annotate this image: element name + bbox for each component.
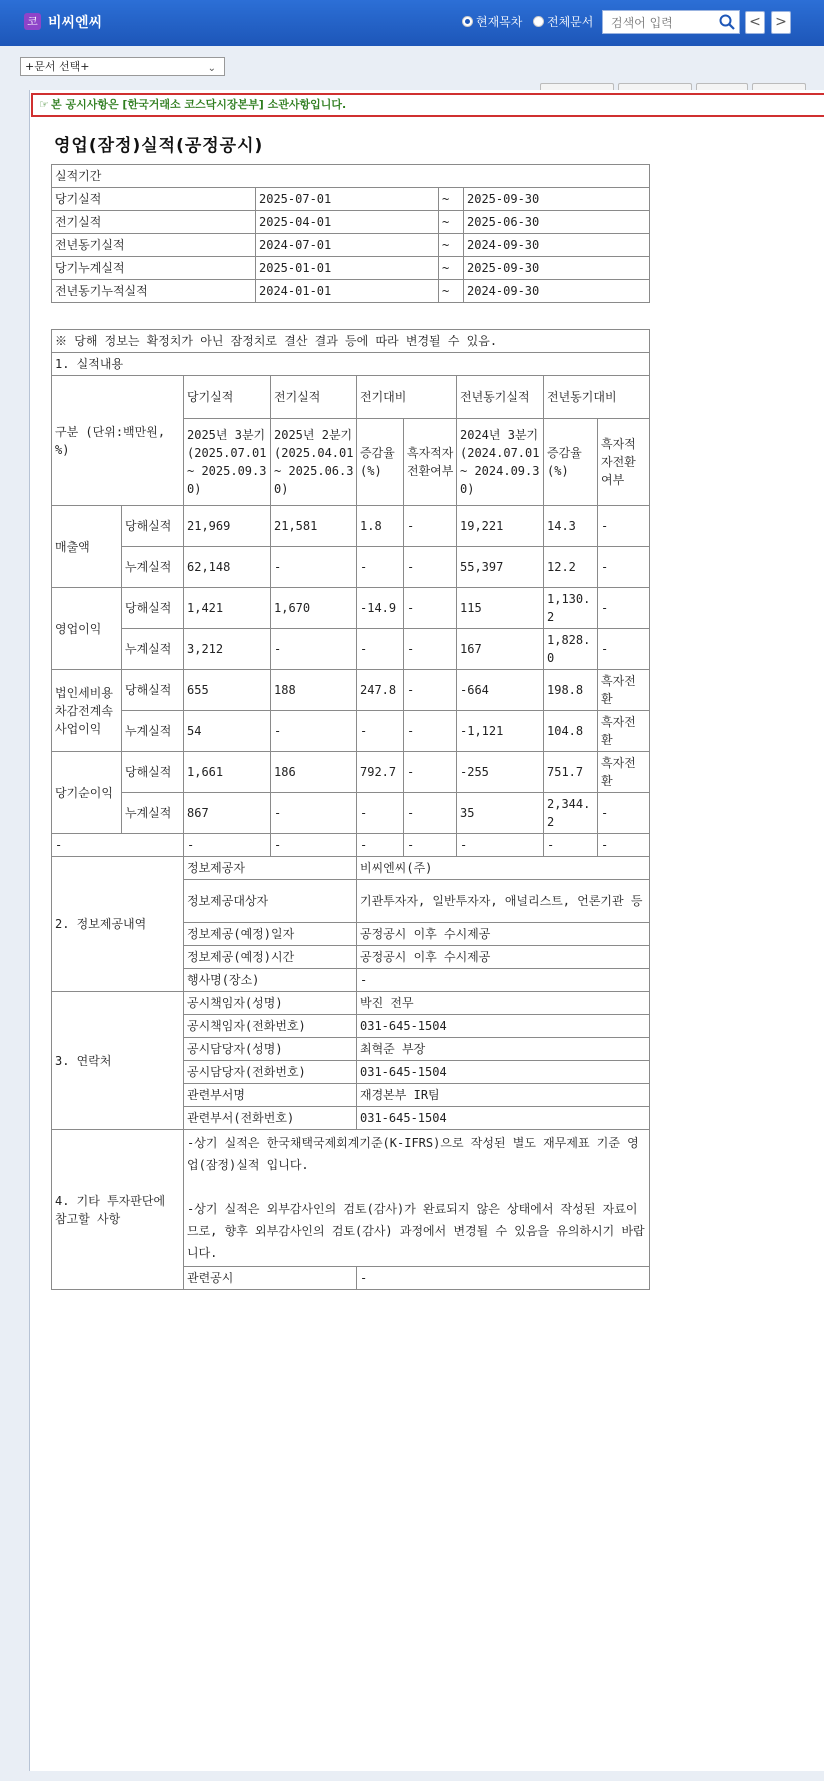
result-value: - [271, 711, 357, 752]
result-type: 당해실적 [122, 588, 184, 629]
result-value: 흑자전환 [598, 752, 650, 793]
result-value: 35 [457, 793, 544, 834]
period-from: 2024-07-01 [256, 234, 439, 257]
current-period-header: 2025년 3분기 (2025.07.01~ 2025.09.30) [184, 419, 271, 506]
table-row [52, 234, 650, 257]
contact-value: 박진 전무 [357, 992, 650, 1015]
table-row [52, 547, 650, 588]
table-row [52, 1130, 650, 1267]
result-value: - [598, 588, 650, 629]
result-value: 54 [184, 711, 271, 752]
info-value: 공정공시 이후 수시제공 [357, 923, 650, 946]
table-row [52, 188, 650, 211]
period-table [51, 164, 650, 303]
result-value: 655 [184, 670, 271, 711]
period-sep: ~ [439, 234, 464, 257]
dash-cell: - [52, 834, 184, 857]
radio-all-docs[interactable] [533, 13, 593, 30]
result-value: -255 [457, 752, 544, 793]
result-value: 1,421 [184, 588, 271, 629]
info-key: 정보제공자 [184, 857, 357, 880]
result-value: -1,121 [457, 711, 544, 752]
result-type: 누계실적 [122, 793, 184, 834]
contact-key: 관련부서(전화번호) [184, 1107, 357, 1130]
period-from: 2025-04-01 [256, 211, 439, 234]
other-note-2: -상기 실적은 외부감사인의 검토(감사)가 완료되지 않은 상태에서 작성된 자료이므로, 향후 외부감사인의 검토(감사) 과정에서 변경될 수 있음을 유의하시기 바랍니다. [187, 1202, 645, 1260]
dash-cell: - [598, 834, 650, 857]
period-label: 전년동기누적실적 [52, 280, 256, 303]
other-note-1: -상기 실적은 한국채택국제회계기준(K-IFRS)으로 작성된 별도 재무제표 기준 영업(잠정)실적 입니다. [187, 1136, 639, 1172]
rate-header-2: 증감율 (%) [544, 419, 598, 506]
radio-unselected-icon[interactable] [533, 16, 544, 27]
result-value: -664 [457, 670, 544, 711]
yoy-compare-header: 전년동기대비 [544, 376, 650, 419]
radio-current-label: 현재목차 [476, 15, 523, 29]
period-label: 전년동기실적 [52, 234, 256, 257]
related-disclosure-label: 관련공시 [184, 1267, 357, 1290]
yoy-header: 전년동기실적 [457, 376, 544, 419]
result-type: 당해실적 [122, 670, 184, 711]
result-value: 흑자전환 [598, 670, 650, 711]
info-key: 행사명(장소) [184, 969, 357, 992]
period-from: 2025-07-01 [256, 188, 439, 211]
section-3-label: 3. 연락처 [52, 992, 184, 1130]
yoy-period-header: 2024년 3분기 (2024.07.01~ 2024.09.30) [457, 419, 544, 506]
note-spacer [187, 1176, 647, 1198]
result-value: - [404, 588, 457, 629]
period-to: 2025-06-30 [464, 211, 650, 234]
radio-current-toc[interactable] [462, 13, 522, 30]
page-title: 영업(잠정)실적(공정공시) [54, 136, 264, 156]
result-value: - [357, 629, 404, 670]
notice-text: 본 공시사항은 [한국거래소 코스닥시장본부] 소관사항입니다. [51, 98, 347, 111]
chevron-down-icon: ⌄ [207, 63, 216, 74]
result-value: - [357, 547, 404, 588]
dash-cell: - [404, 834, 457, 857]
contact-value: 031-645-1504 [357, 1107, 650, 1130]
estimate-note: ※ 당해 정보는 확정치가 아닌 잠정치로 결산 결과 등에 따라 변경될 수 있음. [52, 330, 650, 353]
info-key: 정보제공(예정)시간 [184, 946, 357, 969]
table-row [52, 670, 650, 711]
result-value: - [404, 711, 457, 752]
result-value: 3,212 [184, 629, 271, 670]
period-header: 실적기간 [52, 165, 650, 188]
results-table [51, 329, 650, 1290]
period-sep: ~ [439, 188, 464, 211]
result-value: -14.9 [357, 588, 404, 629]
dash-cell: - [544, 834, 598, 857]
result-value: 55,397 [457, 547, 544, 588]
result-value: - [598, 547, 650, 588]
top-bar [0, 0, 824, 46]
result-value: - [357, 793, 404, 834]
results-body [52, 506, 650, 834]
period-to: 2025-09-30 [464, 257, 650, 280]
search-box [602, 10, 740, 34]
result-value: 188 [271, 670, 357, 711]
prev-button[interactable]: < [745, 11, 765, 34]
result-type: 누계실적 [122, 629, 184, 670]
result-value: 14.3 [544, 506, 598, 547]
table-row [52, 165, 650, 188]
prev-compare-header: 전기대비 [357, 376, 457, 419]
current-header: 당기실적 [184, 376, 271, 419]
turnaround-header: 흑자적자전환여부 [404, 419, 457, 506]
result-value: - [404, 752, 457, 793]
info-value: 기관투자자, 일반투자자, 애널리스트, 언론기관 등 [357, 880, 650, 923]
contact-value: 최혁준 부장 [357, 1038, 650, 1061]
item-name: 매출액 [52, 506, 122, 588]
other-notes [184, 1130, 650, 1267]
company-logo-icon: 코 [24, 13, 41, 30]
dash-cell: - [357, 834, 404, 857]
period-label: 당기누계실적 [52, 257, 256, 280]
result-value: 흑자전환 [598, 711, 650, 752]
table-row [52, 629, 650, 670]
contact-key: 공시담당자(성명) [184, 1038, 357, 1061]
radio-all-label: 전체문서 [547, 15, 594, 29]
dash-cell: - [457, 834, 544, 857]
result-value: 751.7 [544, 752, 598, 793]
result-value: 19,221 [457, 506, 544, 547]
document-select-value: +문서 선택+ [25, 60, 90, 73]
document-select[interactable] [20, 57, 225, 76]
period-sep: ~ [439, 257, 464, 280]
table-row [52, 711, 650, 752]
contact-value: 재경본부 IR팀 [357, 1084, 650, 1107]
result-value: 21,581 [271, 506, 357, 547]
result-value: 115 [457, 588, 544, 629]
table-row [52, 834, 650, 857]
result-value: 1,670 [271, 588, 357, 629]
result-type: 누계실적 [122, 711, 184, 752]
table-row [52, 211, 650, 234]
section-4-label: 4. 기타 투자판단에 참고할 사항 [52, 1130, 184, 1290]
radio-selected-icon[interactable] [462, 16, 473, 27]
table-row [52, 330, 650, 353]
table-row [52, 857, 650, 880]
result-value: 186 [271, 752, 357, 793]
result-value: - [598, 506, 650, 547]
result-value: - [404, 670, 457, 711]
table-row [52, 588, 650, 629]
item-name: 법인세비용차감전계속사업이익 [52, 670, 122, 752]
next-button[interactable]: > [771, 11, 791, 34]
period-from: 2025-01-01 [256, 257, 439, 280]
rate-header: 증감율 (%) [357, 419, 404, 506]
result-value: 1,828.0 [544, 629, 598, 670]
result-type: 당해실적 [122, 506, 184, 547]
item-name: 영업이익 [52, 588, 122, 670]
result-value: 1.8 [357, 506, 404, 547]
result-value: 1,661 [184, 752, 271, 793]
info-value: 공정공시 이후 수시제공 [357, 946, 650, 969]
period-sep: ~ [439, 211, 464, 234]
contact-value: 031-645-1504 [357, 1015, 650, 1038]
period-label: 당기실적 [52, 188, 256, 211]
period-label: 전기실적 [52, 211, 256, 234]
result-type: 당해실적 [122, 752, 184, 793]
result-value: 12.2 [544, 547, 598, 588]
result-value: - [598, 793, 650, 834]
contact-key: 공시책임자(성명) [184, 992, 357, 1015]
prev-header: 전기실적 [271, 376, 357, 419]
info-value: 비씨엔씨(주) [357, 857, 650, 880]
result-value: 2,344.2 [544, 793, 598, 834]
result-value: 104.8 [544, 711, 598, 752]
search-icon[interactable] [719, 14, 735, 30]
result-value: 167 [457, 629, 544, 670]
dash-cell: - [271, 834, 357, 857]
table-row [52, 280, 650, 303]
result-value: - [271, 793, 357, 834]
period-from: 2024-01-01 [256, 280, 439, 303]
turnaround-header-2: 흑자적자전환여부 [598, 419, 650, 506]
company-name: 비씨엔씨 [48, 15, 103, 31]
result-value: - [404, 547, 457, 588]
result-value: - [271, 629, 357, 670]
contact-key: 공시책임자(전화번호) [184, 1015, 357, 1038]
info-key: 정보제공대상자 [184, 880, 357, 923]
table-row [52, 506, 650, 547]
result-value: - [404, 793, 457, 834]
result-value: 867 [184, 793, 271, 834]
info-key: 정보제공(예정)일자 [184, 923, 357, 946]
related-disclosure-value: - [357, 1267, 650, 1290]
result-value: 247.8 [357, 670, 404, 711]
table-row [52, 353, 650, 376]
dash-cell: - [184, 834, 271, 857]
contact-value: 031-645-1504 [357, 1061, 650, 1084]
search-input[interactable] [609, 12, 717, 34]
section-2-label: 2. 정보제공내역 [52, 857, 184, 992]
result-value: - [271, 547, 357, 588]
result-value: 792.7 [357, 752, 404, 793]
table-row [52, 752, 650, 793]
result-value: - [404, 506, 457, 547]
result-value: 198.8 [544, 670, 598, 711]
result-value: 62,148 [184, 547, 271, 588]
item-name: 당기순이익 [52, 752, 122, 834]
table-row [52, 793, 650, 834]
unit-header: 구분 (단위:백만원, %) [52, 376, 184, 506]
contact-key: 공시담당자(전화번호) [184, 1061, 357, 1084]
period-to: 2024-09-30 [464, 234, 650, 257]
period-to: 2024-09-30 [464, 280, 650, 303]
notice-banner [31, 93, 824, 117]
section-1-label: 1. 실적내용 [52, 353, 650, 376]
result-value: 1,130.2 [544, 588, 598, 629]
result-value: - [357, 711, 404, 752]
period-sep: ~ [439, 280, 464, 303]
result-type: 누계실적 [122, 547, 184, 588]
info-value: - [357, 969, 650, 992]
contact-key: 관련부서명 [184, 1084, 357, 1107]
table-row [52, 992, 650, 1015]
table-row [52, 376, 650, 419]
result-value: 21,969 [184, 506, 271, 547]
prev-period-header: 2025년 2분기 (2025.04.01~ 2025.06.30) [271, 419, 357, 506]
table-row [52, 257, 650, 280]
result-value: - [598, 629, 650, 670]
result-value: - [404, 629, 457, 670]
pointing-hand-icon: ☞ [39, 98, 49, 111]
period-to: 2025-09-30 [464, 188, 650, 211]
